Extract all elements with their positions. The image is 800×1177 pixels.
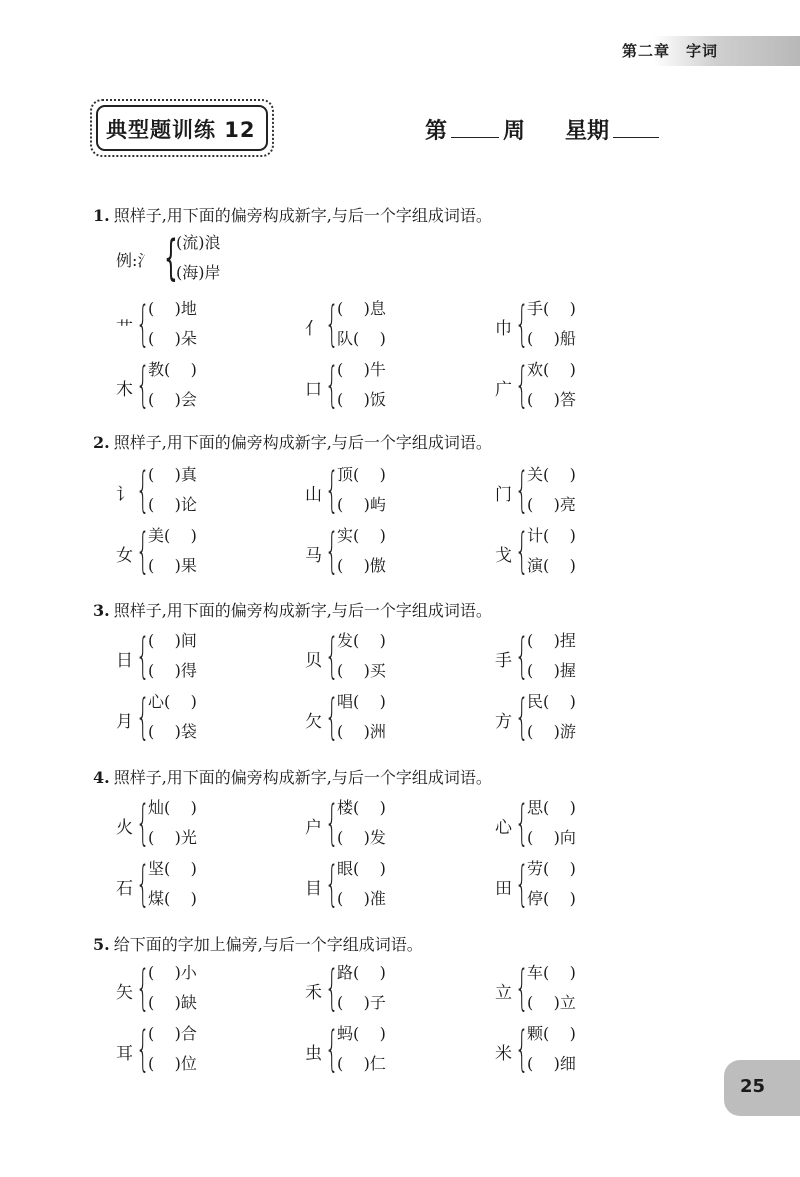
word-line-1[interactable]: ( )间	[148, 631, 197, 650]
brace: {	[515, 523, 529, 579]
word-line-1[interactable]: 关( )	[527, 465, 576, 484]
radical: 耳	[116, 1044, 133, 1064]
weekday-blank[interactable]	[613, 137, 659, 138]
radical: 矢	[116, 983, 133, 1003]
question-3: 3. 照样子,用下面的偏旁构成新字,与后一个字组成词语。	[93, 601, 492, 620]
brace: {	[136, 960, 150, 1016]
brace: {	[325, 795, 339, 851]
word-line-2[interactable]: ( )傲	[337, 556, 386, 575]
radical: 禾	[305, 983, 322, 1003]
brace: {	[515, 795, 529, 851]
brace: {	[515, 1021, 529, 1077]
weekday-label: 星期	[565, 118, 610, 144]
word-line-2[interactable]: ( )光	[148, 828, 197, 847]
radical: 门	[495, 485, 512, 505]
example-line-1: (流)浪	[176, 233, 221, 252]
brace: {	[325, 628, 339, 684]
brace: {	[325, 462, 339, 518]
radical: 目	[305, 879, 322, 899]
word-line-1[interactable]: 思( )	[527, 798, 576, 817]
chapter-label: 第二章 字词	[622, 42, 719, 60]
question-1: 1. 照样子,用下面的偏旁构成新字,与后一个字组成词语。	[93, 206, 492, 225]
brace: {	[325, 357, 339, 413]
word-line-2[interactable]: ( )游	[527, 722, 576, 741]
radical-group	[305, 462, 505, 524]
word-line-2[interactable]: 演( )	[527, 556, 576, 575]
radical-group	[495, 960, 695, 1022]
word-line-1[interactable]: ( )牛	[337, 360, 386, 379]
brace: {	[136, 462, 150, 518]
radical: 戈	[495, 546, 512, 566]
brace: {	[325, 1021, 339, 1077]
radical: 亻	[305, 319, 322, 339]
word-line-1[interactable]: 计( )	[527, 526, 576, 545]
radical: 女	[116, 546, 133, 566]
brace: {	[325, 689, 339, 745]
radical-group	[305, 628, 505, 690]
word-line-2[interactable]: ( )子	[337, 993, 386, 1012]
word-line-2[interactable]: ( )朵	[148, 329, 197, 348]
word-line-2[interactable]: ( )仁	[337, 1054, 386, 1073]
radical: 心	[495, 818, 512, 838]
word-line-1[interactable]: 美( )	[148, 526, 197, 545]
question-2-instruction: 照样子,用下面的偏旁构成新字,与后一个字组成词语。	[113, 433, 492, 452]
word-line-2[interactable]: ( )缺	[148, 993, 197, 1012]
question-5: 5. 给下面的字加上偏旁,与后一个字组成词语。	[93, 935, 423, 954]
word-line-1[interactable]: 民( )	[527, 692, 576, 711]
page-number: 25	[740, 1076, 766, 1097]
radical: 月	[116, 712, 133, 732]
radical-group	[495, 795, 695, 857]
radical-group	[305, 960, 505, 1022]
word-line-1[interactable]: 灿( )	[148, 798, 197, 817]
brace: {	[136, 296, 150, 352]
word-line-1[interactable]: 顶( )	[337, 465, 386, 484]
word-line-1[interactable]: 路( )	[337, 963, 386, 982]
word-line-2[interactable]: ( )发	[337, 828, 386, 847]
radical-group	[116, 357, 316, 419]
word-line-2[interactable]: ( )果	[148, 556, 197, 575]
word-line-2[interactable]: ( )得	[148, 661, 197, 680]
brace: {	[325, 856, 339, 912]
word-line-1[interactable]: 楼( )	[337, 798, 386, 817]
word-line-2[interactable]: ( )握	[527, 661, 576, 680]
week-label: 第	[425, 118, 448, 144]
radical: 马	[305, 546, 322, 566]
page-title: 典型题训练 12	[106, 118, 256, 142]
radical-group	[116, 1021, 316, 1083]
word-line-2[interactable]: ( )细	[527, 1054, 576, 1073]
brace: {	[325, 960, 339, 1016]
word-line-1[interactable]: ( )真	[148, 465, 197, 484]
example-radical: 例:氵	[116, 251, 154, 270]
brace: {	[325, 296, 339, 352]
word-line-2[interactable]: ( )船	[527, 329, 576, 348]
radical-group	[495, 628, 695, 690]
brace: {	[515, 856, 529, 912]
radical: 巾	[495, 319, 512, 339]
radical-group	[116, 960, 316, 1022]
radical-group	[305, 523, 505, 585]
radical: 山	[305, 485, 322, 505]
word-line-2[interactable]: ( )立	[527, 993, 576, 1012]
word-line-1[interactable]: 唱( )	[337, 692, 386, 711]
brace: {	[515, 296, 529, 352]
question-4: 4. 照样子,用下面的偏旁构成新字,与后一个字组成词语。	[93, 768, 492, 787]
word-line-1[interactable]: 手( )	[527, 299, 576, 318]
word-line-2[interactable]: ( )论	[148, 495, 197, 514]
brace: {	[136, 523, 150, 579]
radical: 田	[495, 879, 512, 899]
brace: {	[515, 960, 529, 1016]
word-line-1[interactable]: ( )捏	[527, 631, 576, 650]
radical: 户	[305, 818, 322, 838]
word-line-1[interactable]: ( )息	[337, 299, 386, 318]
word-line-1[interactable]: ( )地	[148, 299, 197, 318]
word-line-2[interactable]: ( )答	[527, 390, 576, 409]
word-line-2[interactable]: ( )会	[148, 390, 197, 409]
radical: 手	[495, 651, 512, 671]
word-line-1[interactable]: 心( )	[148, 692, 197, 711]
word-line-2[interactable]: ( )饭	[337, 390, 386, 409]
word-line-2[interactable]: ( )屿	[337, 495, 386, 514]
word-line-1[interactable]: 坚( )	[148, 859, 197, 878]
radical: 艹	[116, 319, 133, 339]
word-line-2[interactable]: ( )买	[337, 661, 386, 680]
word-line-1[interactable]: 车( )	[527, 963, 576, 982]
question-1-instruction: 照样子,用下面的偏旁构成新字,与后一个字组成词语。	[113, 206, 492, 225]
brace: {	[515, 462, 529, 518]
word-line-1[interactable]: 发( )	[337, 631, 386, 650]
week-line	[425, 114, 659, 145]
radical-group	[305, 357, 505, 419]
zhou-label: 周	[503, 118, 526, 144]
radical: 广	[495, 380, 512, 400]
radical-group	[305, 1021, 505, 1083]
brace: {	[136, 856, 150, 912]
radical-group	[305, 689, 505, 751]
word-line-2[interactable]: ( )洲	[337, 722, 386, 741]
brace: {	[136, 628, 150, 684]
radical-group	[116, 628, 316, 690]
word-line-2[interactable]: ( )位	[148, 1054, 197, 1073]
radical-group	[495, 856, 695, 918]
example	[116, 230, 316, 290]
question-3-instruction: 照样子,用下面的偏旁构成新字,与后一个字组成词语。	[113, 601, 492, 620]
radical-group	[495, 462, 695, 524]
radical: 火	[116, 818, 133, 838]
radical: 口	[305, 380, 322, 400]
radical: 米	[495, 1044, 512, 1064]
radical-group	[305, 795, 505, 857]
radical: 虫	[305, 1044, 322, 1064]
radical: 木	[116, 380, 133, 400]
radical-group	[495, 523, 695, 585]
radical-group	[116, 689, 316, 751]
radical: 方	[495, 712, 512, 732]
brace: {	[136, 357, 150, 413]
radical-group	[495, 689, 695, 751]
radical: 石	[116, 879, 133, 899]
word-line-2[interactable]: 煤( )	[148, 889, 197, 908]
radical: 立	[495, 983, 512, 1003]
brace: {	[136, 689, 150, 745]
word-line-1[interactable]: ( )合	[148, 1024, 197, 1043]
word-line-1[interactable]: 劳( )	[527, 859, 576, 878]
radical-group	[116, 795, 316, 857]
radical: 讠	[116, 485, 133, 505]
word-line-2[interactable]: ( )向	[527, 828, 576, 847]
brace: {	[325, 523, 339, 579]
question-5-instruction: 给下面的字加上偏旁,与后一个字组成词语。	[113, 935, 423, 954]
word-line-2[interactable]: ( )准	[337, 889, 386, 908]
word-line-1[interactable]: ( )小	[148, 963, 197, 982]
word-line-1[interactable]: 蚂( )	[337, 1024, 386, 1043]
word-line-1[interactable]: 实( )	[337, 526, 386, 545]
radical-group	[116, 856, 316, 918]
radical-group	[495, 296, 695, 358]
word-line-1[interactable]: 眼( )	[337, 859, 386, 878]
word-line-1[interactable]: 颗( )	[527, 1024, 576, 1043]
radical-group	[305, 856, 505, 918]
radical-group	[116, 296, 316, 358]
radical-group	[495, 1021, 695, 1083]
question-2: 2. 照样子,用下面的偏旁构成新字,与后一个字组成词语。	[93, 433, 492, 452]
week-blank[interactable]	[451, 137, 499, 138]
brace: {	[515, 689, 529, 745]
example-line-2: (海)岸	[176, 263, 221, 282]
word-line-2[interactable]: 停( )	[527, 889, 576, 908]
word-line-2[interactable]: ( )袋	[148, 722, 197, 741]
radical: 欠	[305, 712, 322, 732]
radical-group	[495, 357, 695, 419]
brace: {	[136, 795, 150, 851]
radical-group	[116, 462, 316, 524]
radical-group	[116, 523, 316, 585]
brace: {	[164, 230, 178, 286]
question-4-instruction: 照样子,用下面的偏旁构成新字,与后一个字组成词语。	[113, 768, 492, 787]
word-line-2[interactable]: ( )亮	[527, 495, 576, 514]
brace: {	[515, 357, 529, 413]
brace: {	[136, 1021, 150, 1077]
word-line-2[interactable]: 队( )	[337, 329, 386, 348]
word-line-1[interactable]: 教( )	[148, 360, 197, 379]
word-line-1[interactable]: 欢( )	[527, 360, 576, 379]
radical: 日	[116, 651, 133, 671]
radical: 贝	[305, 651, 322, 671]
radical-group	[305, 296, 505, 358]
brace: {	[515, 628, 529, 684]
